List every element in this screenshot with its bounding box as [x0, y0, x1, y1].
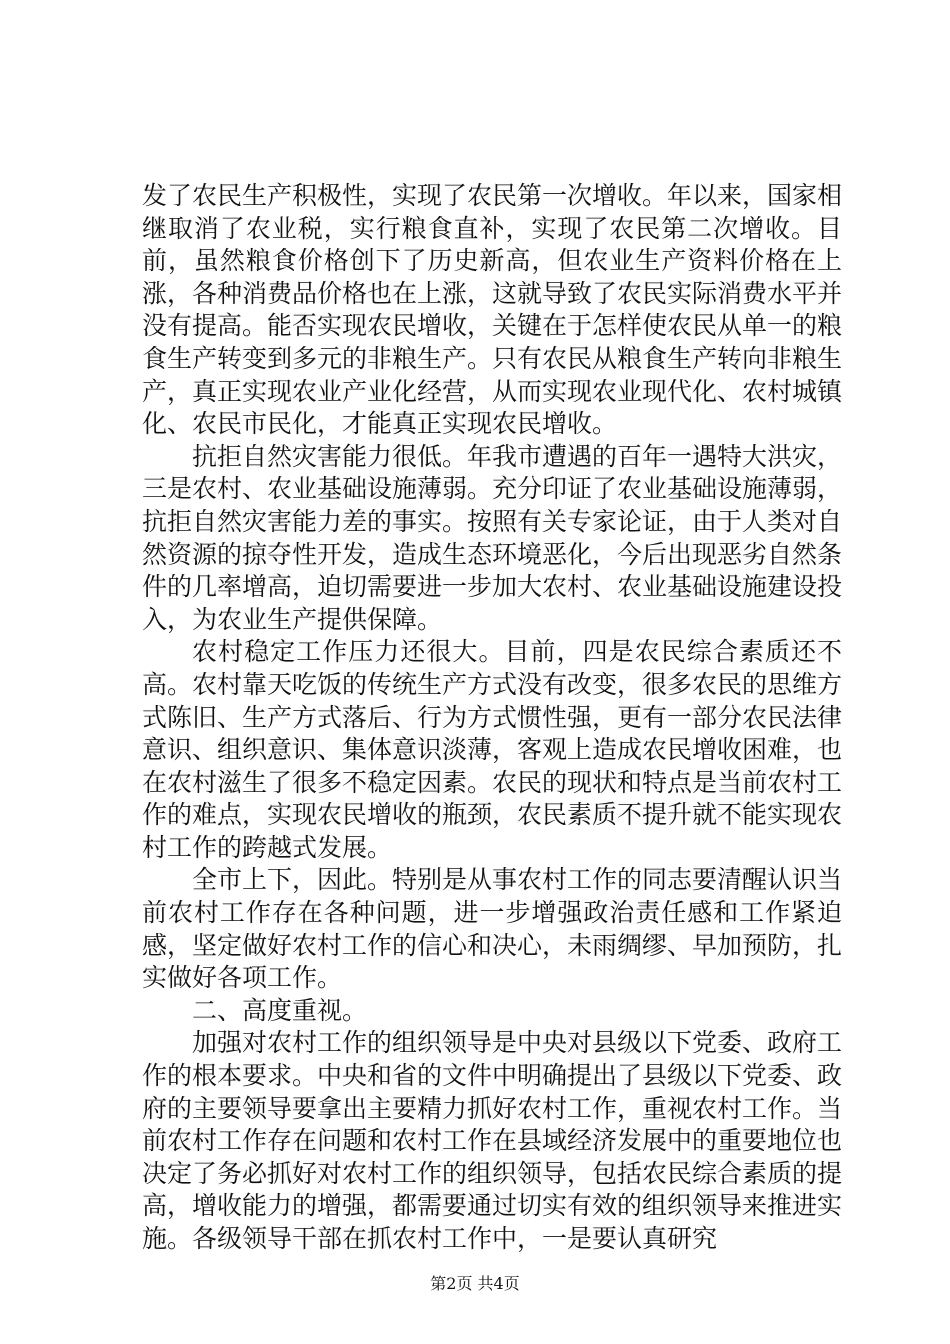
section-heading: 二、高度重视。	[192, 995, 368, 1025]
page-footer: 第2页 共4页	[430, 1274, 520, 1293]
paragraph-4: 全市上下，因此。特别是从事农村工作的同志要清醒认识当前农村工作存在各种问题，进一步增强政治责任感和工作紧迫感，坚定做好农村工作的信心和决心，未雨绸缪、早加预防，扎实做好各项工作。	[142, 865, 843, 993]
paragraph-3: 农村稳定工作压力还很大。目前，四是农民综合素质还不高。农村靠天吃饭的传统生产方式没有改变，很多农民的思维方式陈旧、生产方式落后、行为方式惯性强，更有一部分农民法律意识、组织意识、集体意识淡薄，客观上造成农民增收困难，也在农村滋生了很多不稳定因素。农民的现状和特点是当前农村工作的难点，实现农民增收的瓶颈，农民素质不提升就不能实现农村工作的跨越式发展。	[142, 637, 843, 862]
paragraph-5: 加强对农村工作的组织领导是中央对县级以下党委、政府工作的根本要求。中央和省的文件中明确提出了县级以下党委、政府的主要领导要拿出主要精力抓好农村工作，重视农村工作。当前农村工作存在问题和农村工作在县域经济发展中的重要地位也决定了务必抓好对农村工作的组织领导，包括农民综合素质的提高，增收能力的增强，都需要通过切实有效的组织领导来推进实施。各级领导干部在抓农村工作中，一是要认真研究	[142, 1028, 843, 1253]
document-body	[142, 180, 842, 1256]
paragraph-1: 发了农民生产积极性，实现了农民第一次增收。年以来，国家相继取消了农业税，实行粮食直补，实现了农民第二次增收。目前，虽然粮食价格创下了历史新高，但农业生产资料价格在上涨，各种消费品价格也在上涨，这就导致了农民实际消费水平并没有提高。能否实现农民增收，关键在于怎样使农民从单一的粮食生产转变到多元的非粮生产。只有农民从粮食生产转向非粮生产，真正实现农业产业化经营，从而实现农业现代化、农村城镇化、农民市民化，才能真正实现农民增收。	[142, 181, 843, 439]
paragraph-2: 抗拒自然灾害能力很低。年我市遭遇的百年一遇特大洪灾，三是农村、农业基础设施薄弱。充分印证了农业基础设施薄弱，抗拒自然灾害能力差的事实。按照有关专家论证，由于人类对自然资源的掠夺性开发，造成生态环境恶化，今后出现恶劣自然条件的几率增高，迫切需要进一步加大农村、农业基础设施建设投入，为农业生产提供保障。	[142, 441, 843, 634]
